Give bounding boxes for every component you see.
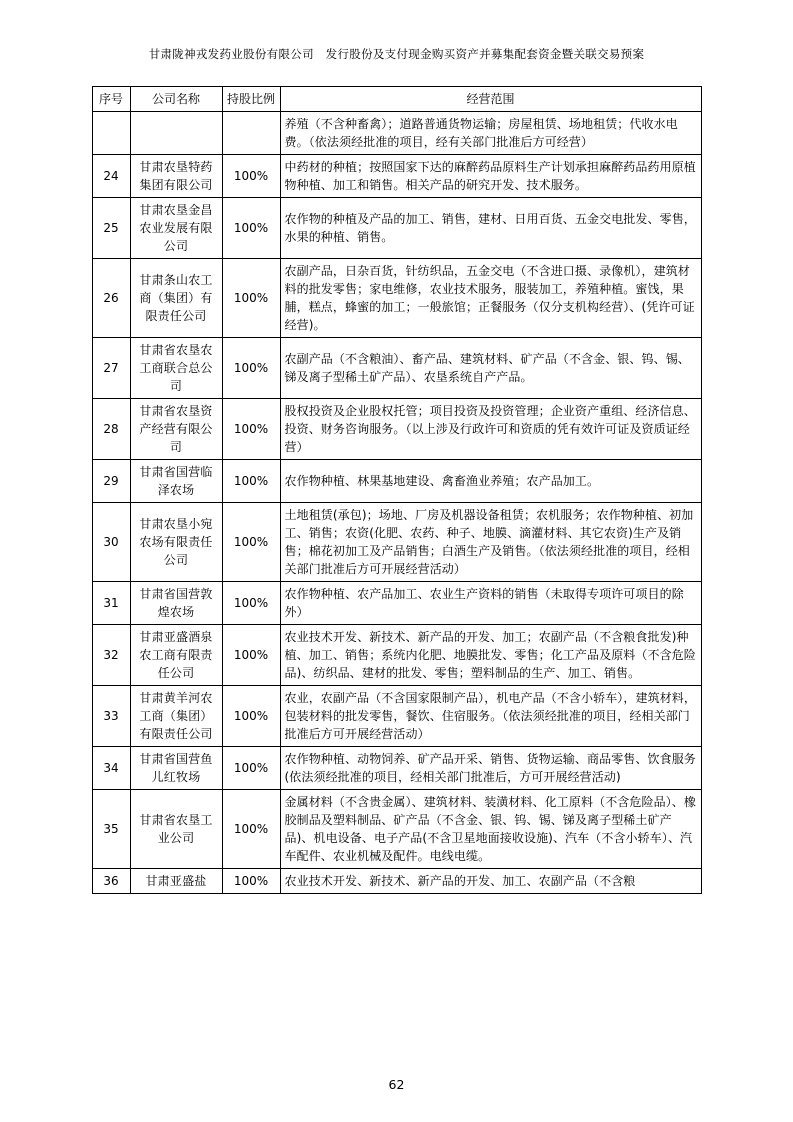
- cell-ownership-ratio: 100%: [222, 198, 280, 259]
- cell-ownership-ratio: 100%: [222, 747, 280, 790]
- cell-business-scope: 农作物的种植及产品的加工、销售，建材、日用百货、五金交电批发、零售，水果的种植、销售。: [280, 198, 701, 259]
- cell-seq: 31: [92, 582, 130, 625]
- cell-seq: 29: [92, 460, 130, 503]
- cell-ownership-ratio: 100%: [222, 338, 280, 399]
- cell-business-scope: 农副产品，日杂百货，针纺织品，五金交电（不含进口摄、录像机），建筑材料的批发零售；家电维修，农业技术服务，服装加工，养殖种植。蜜饯，果脯，糕点，蜂蜜的加工；一般旅馆；正餐服务（仅分支机构经营）、(凭许可证经营)。: [280, 259, 701, 338]
- cell-company-name: 甘肃省国营鱼儿红牧场: [130, 747, 222, 790]
- table-row: [92, 790, 701, 869]
- cell-ownership-ratio: 100%: [222, 259, 280, 338]
- cell-business-scope: 农作物种植、农产品加工、农业生产资料的销售（未取得专项许可项目的除外）: [280, 582, 701, 625]
- cell-business-scope: 农作物种植、动物饲养、矿产品开采、销售、货物运输、商品零售、饮食服务(依法须经批准的项目，经相关部门批准后，方可开展经营活动): [280, 747, 701, 790]
- cell-company-name: 甘肃省农垦工业公司: [130, 790, 222, 869]
- cell-ownership-ratio: 100%: [222, 503, 280, 582]
- cell-seq: 27: [92, 338, 130, 399]
- table-row: [92, 155, 701, 198]
- cell-ownership-ratio: 100%: [222, 790, 280, 869]
- cell-company-name: 甘肃黄羊河农工商（集团）有限责任公司: [130, 686, 222, 747]
- cell-company-name: 甘肃农垦金昌农业发展有限公司: [130, 198, 222, 259]
- cell-seq: 28: [92, 399, 130, 460]
- table-row: [92, 399, 701, 460]
- cell-company-name: [130, 112, 222, 155]
- cell-company-name: 甘肃省国营敦煌农场: [130, 582, 222, 625]
- page-number: 62: [388, 1077, 405, 1092]
- cell-business-scope: 农副产品（不含粮油）、畜产品、建筑材料、矿产品（不含金、银、钨、锡、锑及离子型稀土矿产品）、农垦系统自产产品。: [280, 338, 701, 399]
- cell-seq: 26: [92, 259, 130, 338]
- cell-business-scope: 农业，农副产品（不含国家限制产品），机电产品（不含小轿车），建筑材料，包装材料的批发零售，餐饮、住宿服务。（依法须经批准的项目，经相关部门批准后方可开展经营活动）: [280, 686, 701, 747]
- cell-ownership-ratio: 100%: [222, 582, 280, 625]
- page-header: [0, 46, 793, 66]
- table-row: [92, 582, 701, 625]
- table-row: [92, 112, 701, 155]
- cell-company-name: 甘肃省农垦农工商联合总公司: [130, 338, 222, 399]
- cell-company-name: 甘肃农垦小宛农场有限责任公司: [130, 503, 222, 582]
- table-row: [92, 503, 701, 582]
- cell-company-name: 甘肃亚盛盐: [130, 869, 222, 894]
- cell-business-scope: 金属材料（不含贵金属）、建筑材料、装潢材料、化工原料（不含危险品）、橡胶制品及塑料制品、矿产品（不含金、银、钨、锡、锑及离子型稀土矿产品)、机电设备、电子产品(不含卫星地面接收设施)、汽车（不含小轿车）、汽车配件、农业机械及配件。电线电缆。: [280, 790, 701, 869]
- cell-company-name: 甘肃亚盛酒泉农工商有限责任公司: [130, 625, 222, 686]
- cell-ownership-ratio: 100%: [222, 155, 280, 198]
- cell-seq: 30: [92, 503, 130, 582]
- cell-seq: 34: [92, 747, 130, 790]
- cell-seq: 32: [92, 625, 130, 686]
- cell-business-scope: 养殖（不含种畜禽）；道路普通货物运输；房屋租赁、场地租赁；代收水电费。（依法须经批准的项目，经有关部门批准后方可经营）: [280, 112, 701, 155]
- cell-business-scope: 农作物种植、林果基地建设、禽畜渔业养殖；农产品加工。: [280, 460, 701, 503]
- cell-seq: 24: [92, 155, 130, 198]
- cell-seq: 36: [92, 869, 130, 894]
- cell-seq: [92, 112, 130, 155]
- table-row: [92, 686, 701, 747]
- cell-seq: 35: [92, 790, 130, 869]
- cell-business-scope: 股权投资及企业股权托管；项目投资及投资管理；企业资产重组、经济信息、投资、财务咨询服务。（以上涉及行政许可和资质的凭有效许可证及资质证经营）: [280, 399, 701, 460]
- table-row: [92, 338, 701, 399]
- header-title: 甘肃陇神戎发药业股份有限公司 发行股份及支付现金购买资产并募集配套资金暨关联交易预案: [148, 47, 645, 61]
- cell-ownership-ratio: 100%: [222, 399, 280, 460]
- table-row: [92, 869, 701, 894]
- cell-seq: 33: [92, 686, 130, 747]
- cell-business-scope: 农业技术开发、新技术、新产品的开发、加工、农副产品（不含粮: [280, 869, 701, 894]
- cell-company-name: 甘肃省国营临泽农场: [130, 460, 222, 503]
- cell-ownership-ratio: 100%: [222, 686, 280, 747]
- cell-business-scope: 农业技术开发、新技术、新产品的开发、加工；农副产品（不含粮食批发)种植、加工、销售；系统内化肥、地膜批发、零售；化工产品及原料（不含危险品)、纺织品、建材的批发、零售；塑料制品的生产、加工、销售。: [280, 625, 701, 686]
- column-header-company-name: 公司名称: [130, 87, 222, 112]
- table-row: [92, 259, 701, 338]
- ownership-table: [92, 86, 702, 894]
- cell-company-name: 甘肃条山农工商（集团）有限责任公司: [130, 259, 222, 338]
- table-header-row: [92, 87, 701, 112]
- column-header-business-scope: 经营范围: [280, 87, 701, 112]
- table-row: [92, 625, 701, 686]
- ownership-table-wrapper: [92, 86, 702, 894]
- column-header-seq: 序号: [92, 87, 130, 112]
- cell-seq: 25: [92, 198, 130, 259]
- cell-ownership-ratio: [222, 112, 280, 155]
- cell-company-name: 甘肃省农垦资产经营有限公司: [130, 399, 222, 460]
- cell-business-scope: 土地租赁(承包)；场地、厂房及机器设备租赁；农机服务；农作物种植、初加工、销售；农资(化肥、农药、种子、地膜、滴灌材料、其它农资)生产及销售；棉花初加工及产品销售；白酒生产及销售。（依法须经批准的项目，经相关部门批准后方可开展经营活动）: [280, 503, 701, 582]
- cell-ownership-ratio: 100%: [222, 460, 280, 503]
- column-header-ownership-ratio: 持股比例: [222, 87, 280, 112]
- cell-business-scope: 中药材的种植；按照国家下达的麻醉药品原料生产计划承担麻醉药品药用原植物种植、加工和销售。相关产品的研究开发、技术服务。: [280, 155, 701, 198]
- table-row: [92, 198, 701, 259]
- cell-ownership-ratio: 100%: [222, 625, 280, 686]
- cell-ownership-ratio: 100%: [222, 869, 280, 894]
- table-row: [92, 460, 701, 503]
- table-row: [92, 747, 701, 790]
- cell-company-name: 甘肃农垦特药集团有限公司: [130, 155, 222, 198]
